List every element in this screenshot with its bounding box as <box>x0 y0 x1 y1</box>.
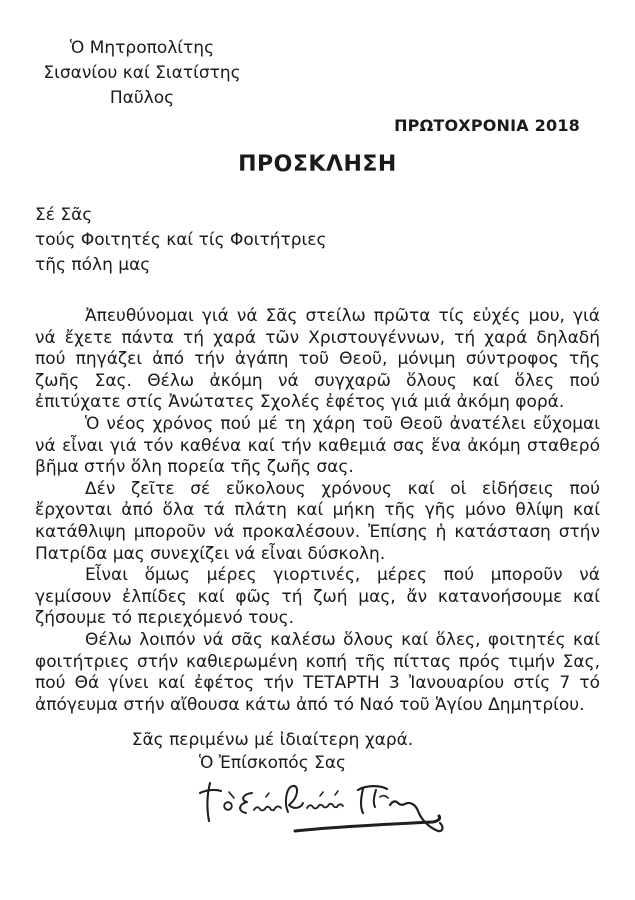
letterhead-line-3: Παῦλος <box>109 88 175 108</box>
recipient-line-1: Σέ Σᾶς <box>35 205 93 225</box>
signature-omicron <box>224 802 232 810</box>
closing-line: Σᾶς περιμένω μέ ἰδιαίτερη χαρά. <box>131 730 414 751</box>
signature-pavlos-leg <box>361 789 363 813</box>
signature-accent <box>335 791 338 795</box>
bishop-signoff: Ὁ Ἐπίσκοπός Σας <box>198 753 347 774</box>
body-paragraph: Δέν ζεῖτε σέ εὔκολους χρόνους καί οἱ εἰδήσεις πού ἔρχονται ἀπό ὅλα τά πλάτη καί μήκη τῆς γῆς μόνο θλίψη καί κατάθλιψη μποροῦν νά προκαλέσουν. Ἐπίσης ἡ κατάσταση στήν Πατρίδα μας συνεχίζει νά εἶναι δύσκολη. <box>35 478 600 564</box>
recipient-line-2: τούς Φοιτητές καί τίς Φοιτήτριες <box>35 230 327 250</box>
recipient-block <box>35 203 635 278</box>
signature-pavlos-leg <box>374 790 376 807</box>
signature-scrawl-1 <box>254 807 281 811</box>
letterhead-line-1: Ὁ Μητροπολίτης <box>69 38 215 58</box>
signature-accent <box>266 793 269 797</box>
signature-circumflex <box>380 796 388 798</box>
signature-cross-stroke <box>207 783 210 821</box>
body-paragraph: Εἶναι ὅμως μέρες γιορτινές, μέρες πού μποροῦν νά γεμίσουν ἐλπίδες καί φῶς τή ζωή μας, ἄν κατανοήσουμε καί ζήσουμε τό περιεχόμενό τους. <box>35 565 600 629</box>
body-paragraph: Ἀπευθύνομαι γιά νά Σᾶς στείλω πρῶτα τίς εὐχές μου, γιά νά ἔχετε πάντα τή χαρά τῶν Χριστουγέννων, τή χαρά δηλαδή πού πηγάζει ἀπό τήν ἀγάπη τοῦ Θεοῦ, μόνιμη σύντροφος τῆς ζωῆς Σας. Θέλω ἀκόμη νά συγχαρῶ ὅλους καί ὅλες πού ἐπιτύχατε στίς Ἀνώτατες Σχολές ἐφέτος γιά μιά ἀκόμη φορά. <box>35 306 600 413</box>
signature-scrawl-2 <box>307 804 343 809</box>
signature-loop <box>286 786 303 812</box>
occasion-label: ΠΡΩΤΟΧΡΟΝΙΑ 2018 <box>394 116 580 135</box>
signature-underline <box>295 816 440 831</box>
signature-cross-bar <box>200 790 221 793</box>
closing-block <box>0 729 635 775</box>
letterhead-line-2: Σισανίου καί Σιατίστης <box>43 63 241 83</box>
signature-flourish <box>390 802 442 832</box>
signature-accent <box>229 792 234 798</box>
recipient-line-3: τῆς πόλη μας <box>35 255 151 275</box>
page-title: ΠΡΟΣΚΛΗΣΗ <box>238 152 397 177</box>
body-paragraph: Ὁ νέος χρόνος πού μέ τη χάρη τοῦ Θεοῦ ἀνατέλει εὔχομαι νά εἶναι γιά τόν καθένα καί τήν καθεμιά σας ἕνα ἀκόμη σταθερό βῆμα στήν ὅλη πορεία τῆς ζωῆς σας. <box>35 413 600 478</box>
body-paragraph: Θέλω λοιπόν νά σᾶς καλέσω ὅλους καί ὅλες, φοιτητές καί φοιτήτριες στήν καθιερωμένη κοπή τῆς πίττας πρός τιμήν Σας, πού Θά γίνει καί ἐφέτος τήν ΤΕΤΑΡΤΗ 3 Ἰανουαρίου στίς 7 τό ἀπόγευμα στήν αἴθουσα κάτω ἀπό τό Ναό τοῦ Ἁγίου Δημητρίου. <box>35 629 600 715</box>
signature-sigma <box>240 793 252 813</box>
signature-handwriting-icon <box>180 777 455 839</box>
signature-accent <box>320 792 323 796</box>
signature-area <box>0 777 635 843</box>
letter-body <box>35 306 600 716</box>
letterhead <box>35 0 249 111</box>
